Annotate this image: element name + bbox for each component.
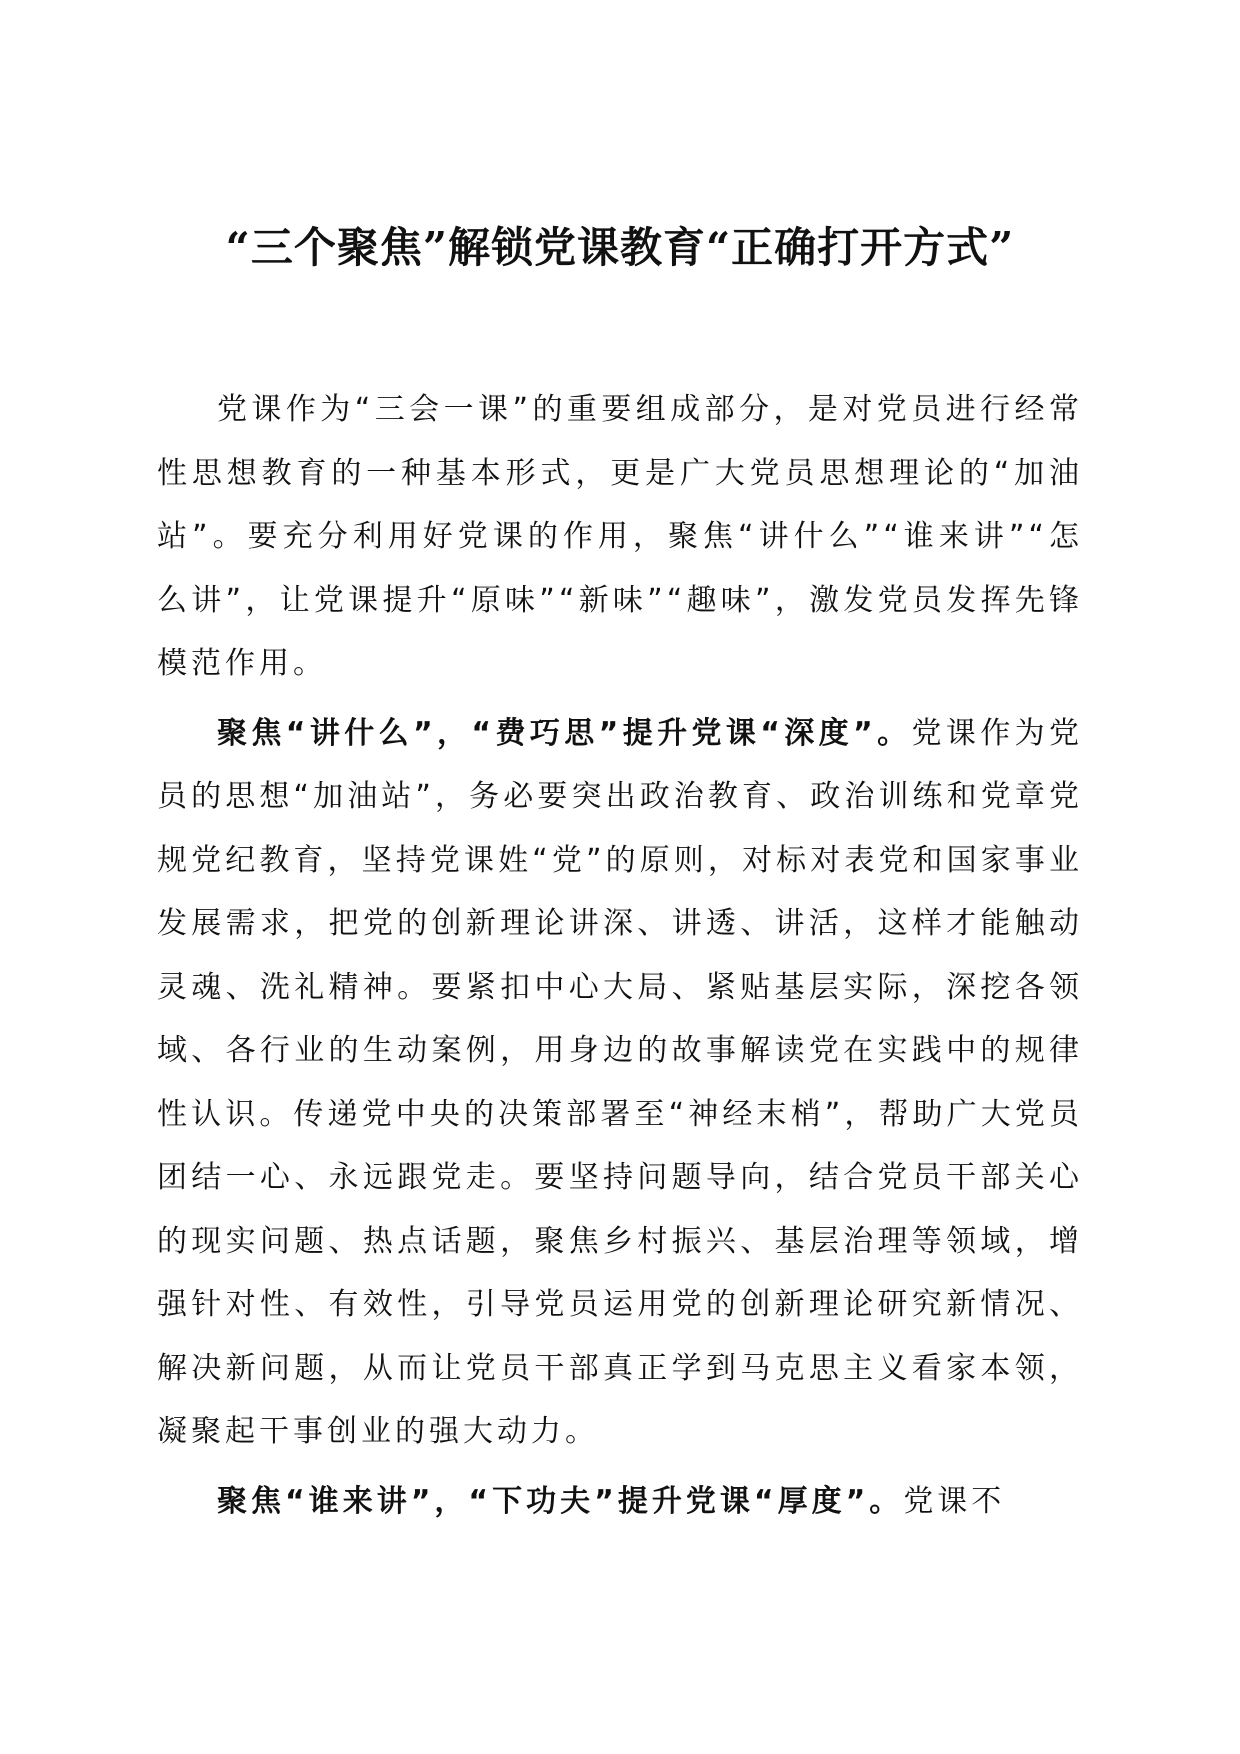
section-1-heading: 聚焦“讲什么”，“费巧思”提升党课“深度”。: [217, 715, 912, 751]
paragraph-intro-text: 党课作为“三会一课”的重要组成部分，是对党员进行经常性思想教育的一种基本形式，更是广大党员思想理论的“加油站”。要充分利用好党课的作用，聚焦“讲什么”“谁来讲”“怎么讲”，让党课提升“原味”“新味”“趣味”，激发党员发挥先锋模范作用。: [157, 392, 1083, 681]
document-body: [157, 378, 1083, 1539]
paragraph-section-2: [157, 1470, 1083, 1534]
section-2-heading: 聚焦“谁来讲”，“下功夫”提升党课“厚度”。: [217, 1483, 904, 1519]
section-2-text: 党课不: [903, 1483, 1006, 1519]
section-1-text: 党课作为党员的思想“加油站”，务必要突出政治教育、政治训练和党章党规党纪教育，坚持党课姓“党”的原则，对标对表党和国家事业发展需求，把党的创新理论讲深、讲透、讲活，这样才能触动灵魂、洗礼精神。要紧扣中心大局、紧贴基层实际，深挖各领域、各行业的生动案例，用身边的故事解读党在实践中的规律性认识。传递党中央的决策部署至“神经末梢”，帮助广大党员团结一心、永远跟党走。要坚持问题导向，结合党员干部关心的现实问题、热点话题，聚焦乡村振兴、基层治理等领域，增强针对性、有效性，引导党员运用党的创新理论研究新情况、解决新问题，从而让党员干部真正学到马克思主义看家本领，凝聚起干事创业的强大动力。: [157, 715, 1083, 1449]
document-title: “三个聚焦”解锁党课教育“正确打开方式”: [225, 223, 1015, 272]
paragraph-intro: [157, 378, 1083, 696]
paragraph-section-1: [157, 702, 1083, 1464]
